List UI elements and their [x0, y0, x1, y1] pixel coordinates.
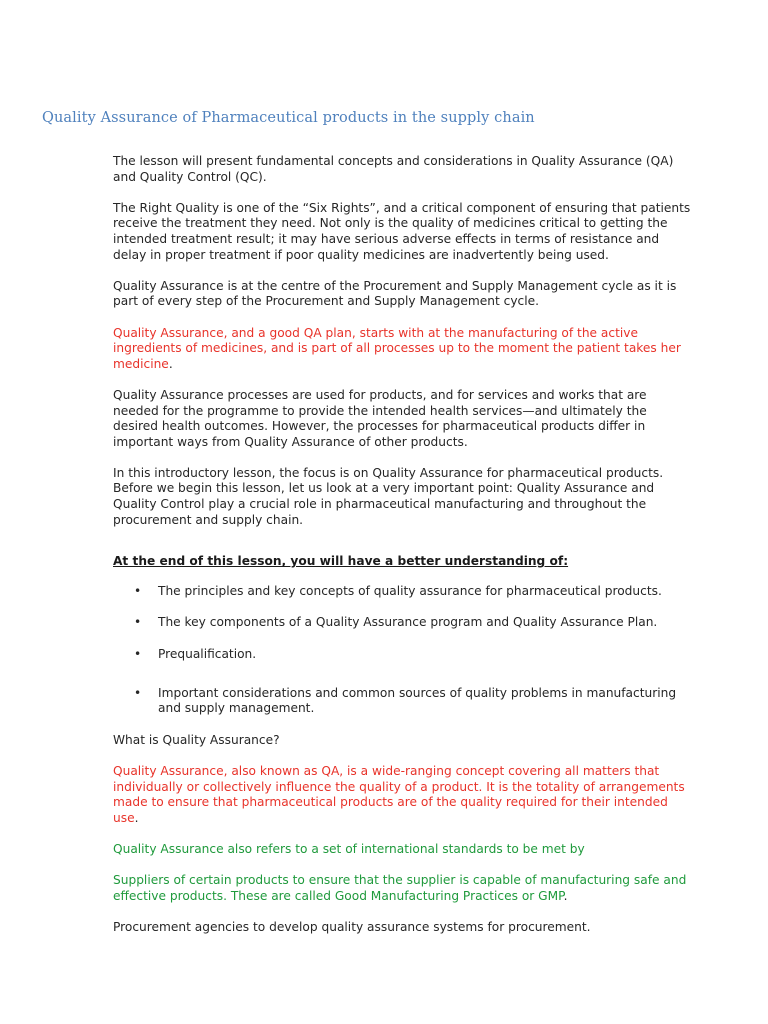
objectives-heading: At the end of this lesson, you will have a better understanding of:	[113, 554, 569, 569]
procurement-paragraph: Procurement agencies to develop quality assurance systems for procurement.	[113, 919, 591, 934]
bullet-icon: •	[134, 685, 142, 700]
list-item	[113, 615, 693, 631]
bullet-icon: •	[134, 615, 142, 630]
qa-plan-highlight: Quality Assurance, and a good QA plan, starts with at the manufacturing of the active ingredients of medicines, and is part of all processes up to the moment the patient takes her medicine	[113, 325, 681, 371]
qa-plan-paragraph	[113, 326, 693, 373]
list-item	[113, 686, 693, 717]
objectives-list	[113, 584, 693, 717]
qa-processes-paragraph: Quality Assurance processes are used for products, and for services and works that are needed for the programme to provide the intended health services—and ultimately the desired health outcomes. However, the processes for pharmaceutical products differ in important ways from Quality Assurance of other products.	[113, 387, 647, 449]
bullet-icon: •	[134, 647, 142, 662]
suppliers-paragraph	[113, 873, 693, 904]
objective-text: The key components of a Quality Assurance program and Quality Assurance Plan.	[158, 615, 658, 630]
suppliers-period: .	[563, 888, 568, 903]
standards-paragraph: Quality Assurance also refers to a set of international standards to be met by	[113, 841, 585, 856]
list-item	[113, 584, 693, 600]
intro-paragraph: The lesson will present fundamental concepts and considerations in Quality Assurance (QA) and Quality Control (QC).	[113, 154, 674, 184]
qa-question: What is Quality Assurance?	[113, 732, 280, 747]
qa-definition-paragraph	[113, 764, 693, 826]
list-item	[113, 647, 693, 663]
objective-text: Important considerations and common sources of quality problems in manufacturing and supply management.	[158, 685, 677, 716]
qa-definition-highlight: Quality Assurance, also known as QA, is a wide-ranging concept covering all matters that individually or collectively influence the quality of a product. It is the totality of arrangements made to ensure that pharmaceutical products are of the quality required for their intended use	[113, 764, 685, 825]
document-body	[113, 154, 693, 951]
focus-paragraph: In this introductory lesson, the focus is on Quality Assurance for pharmaceutical products. Before we begin this lesson, let us look at a very important point: Quality Assurance and Quality Control play a crucial role in pharmaceutical manufacturing and throughout the procurement and supply chain.	[113, 465, 664, 527]
six-rights-paragraph: The Right Quality is one of the “Six Rights”, and a critical component of ensuring that patients receive the treatment they need. Not only is the quality of medicines critical to getting the intended treatment result; it may have serious adverse effects in terms of resistance and delay in proper treatment if poor quality medicines are inadvertently being used.	[113, 200, 691, 262]
bullet-icon: •	[134, 583, 142, 598]
suppliers-highlight: Suppliers of certain products to ensure that the supplier is capable of manufacturing safe and effective products. These are called Good Manufacturing Practices or GMP	[113, 873, 687, 903]
objective-text: The principles and key concepts of quality assurance for pharmaceutical products.	[158, 583, 662, 598]
document-title: Quality Assurance of Pharmaceutical products in the supply chain	[42, 110, 535, 126]
qa-definition-period: .	[134, 810, 139, 825]
objective-text: Prequalification.	[158, 647, 257, 662]
qa-plan-period: .	[168, 356, 173, 371]
psm-cycle-paragraph: Quality Assurance is at the centre of the Procurement and Supply Management cycle as it is part of every step of the Procurement and Supply Management cycle.	[113, 278, 677, 309]
